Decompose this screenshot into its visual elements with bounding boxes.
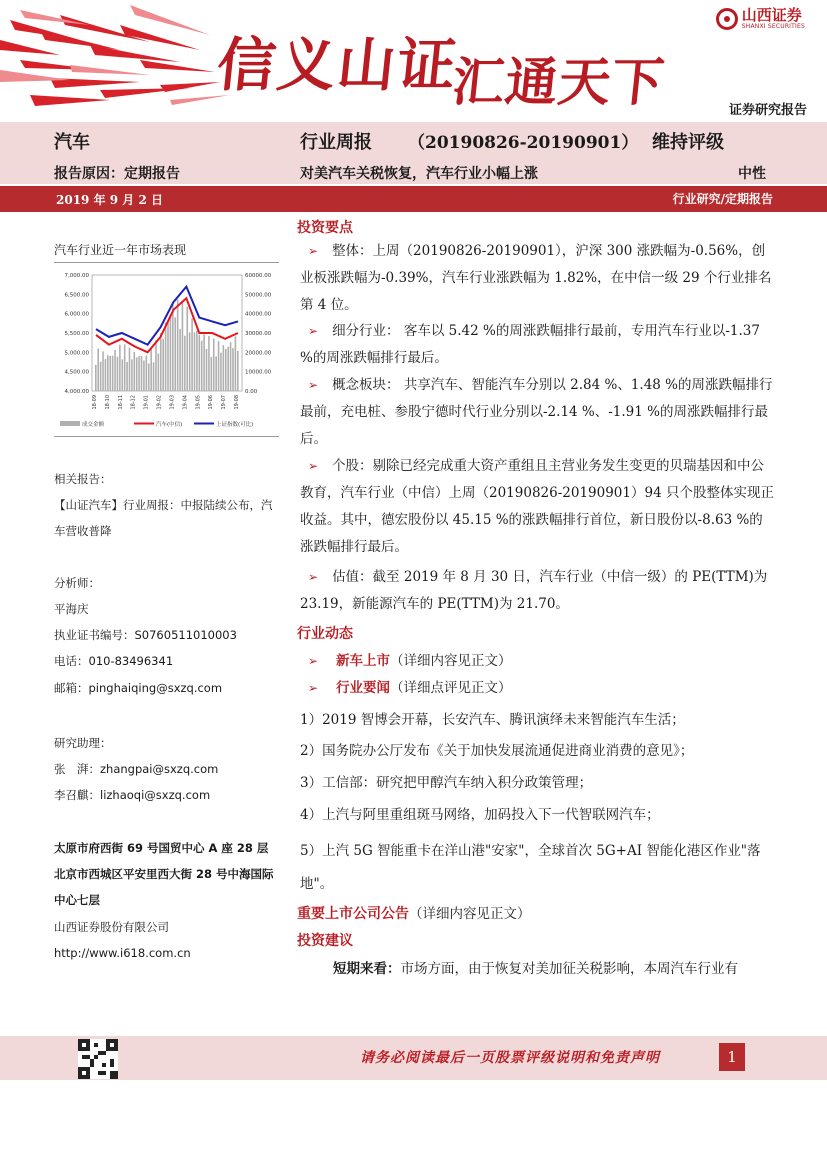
announcements-title: 重要上市公司公告: [297, 906, 409, 922]
volume-bar: [237, 351, 239, 391]
analyst-label: 分析师：: [54, 576, 100, 590]
volume-bar: [235, 336, 237, 391]
short-term-text: 市场方面，由于恢复对美加征关税影响，本周汽车行业有: [400, 961, 738, 977]
new-car-line: [300, 648, 775, 675]
volume-bar: [109, 356, 111, 391]
volume-bar: [95, 365, 97, 391]
volume-bar: [134, 352, 136, 391]
volume-bar: [194, 332, 196, 391]
bullet-sub-industry: [300, 318, 775, 372]
auto-index-line: [96, 298, 238, 352]
volume-bar: [153, 362, 155, 391]
news-line: [300, 675, 775, 702]
qr-code-icon: [78, 1039, 118, 1079]
volume-bar: [124, 344, 126, 391]
x-tick-label: 19-05: [195, 395, 202, 410]
left-tick-label: 5,500.00: [64, 331, 89, 337]
report-date: 2019 年 9 月 2 日: [56, 193, 163, 207]
x-tick-label: 18-11: [117, 395, 124, 410]
address-beijing: 北京市西城区平安里西大街 28 号中海国际中心七层: [54, 867, 274, 907]
arrow-icon: ➢: [308, 654, 319, 668]
volume-bar: [186, 307, 188, 391]
announcements-note: （详细内容见正文）: [409, 906, 531, 922]
logo-cn: 山西证券: [741, 6, 802, 24]
volume-bar: [179, 329, 181, 391]
volume-bar: [131, 359, 133, 391]
section-announcements: [297, 902, 531, 923]
x-tick-label: 19-01: [143, 395, 150, 410]
x-tick-label: 19-04: [182, 395, 189, 410]
volume-bar: [232, 348, 234, 391]
volume-bar: [230, 342, 232, 391]
news-note: （详细点评见正文）: [390, 680, 512, 696]
bullet-stocks: [300, 453, 775, 561]
volume-bar: [206, 349, 208, 391]
volume-bar: [201, 341, 203, 391]
volume-bar: [208, 336, 210, 391]
volume-bar: [174, 317, 176, 391]
volume-bar: [121, 359, 123, 391]
right-tick-label: 0.00: [245, 389, 258, 395]
volume-bar: [196, 331, 198, 391]
volume-bar: [172, 302, 174, 391]
right-tick-label: 60000.00: [245, 273, 272, 279]
volume-bar: [148, 363, 150, 391]
x-tick-label: 19-08: [234, 395, 240, 410]
volume-bar: [150, 349, 152, 391]
short-term-label: 短期来看：: [333, 961, 401, 977]
volume-bar: [211, 357, 213, 391]
volume-bar: [114, 350, 116, 391]
volume-bar: [162, 339, 164, 391]
volume-bar: [112, 356, 114, 391]
volume-bar: [218, 341, 220, 391]
bullet-text: 整体：上周（20190826-20190901），沪深 300 涨跌幅为-0.56%，创业板涨跌幅为-0.39%，汽车行业涨跌幅为 1.82%，在中信一级 29 个行业排名第 4 位。: [300, 243, 772, 313]
volume-bar: [97, 349, 99, 391]
slogan-part1: 信义山证: [213, 31, 462, 99]
report-category: 行业研究/定期报告: [672, 192, 773, 206]
legend-label: 汽车(中信): [156, 422, 183, 428]
volume-bar: [215, 356, 217, 391]
left-tick-label: 4,000.00: [64, 389, 89, 395]
volume-bar: [225, 349, 227, 391]
left-tick-label: 4,500.00: [64, 369, 89, 376]
banner: [0, 0, 827, 120]
market-chart: [54, 262, 279, 437]
arrow-icon: ➢: [308, 378, 319, 392]
volume-bar: [220, 353, 222, 391]
volume-bar: [119, 345, 121, 391]
doc-type: 证券研究报告: [728, 103, 807, 118]
volume-bar: [182, 301, 184, 391]
volume-bar: [165, 323, 167, 391]
news-item-3: 3）工信部：研究把甲醇汽车纳入积分政策管理；: [300, 775, 593, 791]
company-logo: [716, 8, 805, 30]
arrow-icon: ➢: [308, 244, 319, 258]
x-tick-label: 19-03: [169, 395, 176, 410]
x-tick-label: 18-12: [130, 395, 137, 410]
arrow-icon: ➢: [308, 681, 319, 695]
arrow-icon: ➢: [308, 570, 319, 584]
volume-bar: [126, 362, 128, 391]
section-industry-news: 行业动态: [297, 626, 353, 642]
industry-label: 汽车: [54, 132, 90, 153]
analyst-phone: 电话：010-83496341: [54, 654, 174, 668]
right-tick-label: 50000.00: [245, 292, 272, 299]
rating-label: 维持评级: [652, 132, 724, 153]
slogan-part2: 汇通天下: [449, 53, 668, 113]
assistant-label: 研究助理：: [54, 736, 112, 750]
report-type: 行业周报: [300, 132, 372, 153]
volume-bar: [160, 333, 162, 391]
volume-bar: [146, 356, 148, 391]
volume-bar: [189, 332, 191, 391]
volume-bar: [143, 361, 145, 391]
x-tick-label: 19-02: [156, 395, 163, 410]
x-tick-label: 19-06: [208, 395, 215, 410]
volume-bar: [138, 356, 140, 391]
company-name: 山西证券股份有限公司: [54, 920, 169, 934]
assistant-2[interactable]: 李召麒：lizhaoqi@sxzq.com: [54, 788, 211, 802]
volume-bar: [177, 300, 179, 391]
related-report-link[interactable]: 【山证汽车】行业周报：中报陆续公布，汽车营收普降: [54, 498, 273, 538]
bullet-text: 细分行业： 客车以 5.42 %的周涨跌幅排行最前，专用汽车行业以-1.37 %的周涨跌幅排行最后。: [300, 323, 760, 366]
x-tick-label: 18-10: [104, 395, 111, 410]
logo-icon: [716, 8, 738, 30]
volume-bar: [107, 355, 109, 391]
page-number: 1: [719, 1043, 745, 1071]
left-tick-label: 6,000.00: [64, 311, 89, 318]
report-reason: 报告原因：定期报告: [54, 166, 180, 182]
bullet-text: 个股：剔除已经完成重大资产重组且主营业务发生变更的贝瑞基因和中公教育，汽车行业（中信）上周（20190826-20190901）94 只个股整体实现正收益。其中，德宏股份以 45.15 %的涨跌幅排行首位，新日股份以-8.63 %的涨跌幅排行最后。: [300, 458, 774, 555]
market-chart-svg: [54, 263, 279, 438]
address-taiyuan: 太原市府西街 69 号国贸中心 A 座 28 层: [54, 841, 269, 855]
volume-bar: [102, 351, 104, 391]
rating-value: 中性: [738, 166, 766, 182]
report-headline: 对美汽车关税恢复，汽车行业小幅上涨: [300, 166, 538, 182]
analyst-cert: 执业证书编号：S0760511010003: [54, 628, 237, 642]
section-investment-points: 投资要点: [297, 220, 353, 236]
analyst-email[interactable]: 邮箱：pinghaiqing@sxzq.com: [54, 681, 223, 695]
volume-bar: [198, 335, 200, 391]
bullet-overall: [300, 238, 775, 319]
right-tick-label: 30000.00: [245, 331, 272, 337]
volume-bar: [129, 348, 131, 391]
new-car-note: （详细内容见正文）: [390, 653, 512, 669]
left-tick-label: 5,000.00: [64, 350, 89, 357]
x-tick-label: 18-09: [92, 395, 98, 410]
legend-label: 上证指数(可比): [216, 422, 254, 428]
volume-bar: [155, 340, 157, 391]
volume-bar: [191, 318, 193, 391]
short-term-advice: [300, 956, 775, 983]
related-label: 相关报告：: [54, 472, 112, 486]
bullet-text: 概念板块： 共享汽车、智能汽车分别以 2.84 %、1.48 %的周涨跌幅排行最前，充电桩、参股宁德时代行业分别以-2.14 %、-1.91 %的周涨跌幅排行最后。: [300, 377, 773, 447]
news-item-1: 1）2019 智博会开幕，长安汽车、腾讯演绎未来智能汽车生活；: [300, 712, 685, 728]
section-investment-advice: 投资建议: [297, 933, 353, 949]
legend-label: 成交金额: [82, 422, 105, 428]
bullet-valuation: [300, 564, 775, 618]
news-item-4: 4）上汽与阿里重组斑马网络，加码投入下一代智联网汽车；: [300, 807, 660, 823]
bullet-concept: [300, 372, 775, 453]
volume-bar: [170, 315, 172, 391]
left-tick-label: 7,000.00: [64, 273, 89, 279]
left-tick-label: 6,500.00: [64, 292, 89, 299]
assistant-1[interactable]: 张 湃：zhangpai@sxzq.com: [54, 762, 219, 776]
bullet-text: 估值：截至 2019 年 8 月 30 日，汽车行业（中信一级）的 PE(TTM)为 23.19，新能源汽车的 PE(TTM)为 21.70。: [300, 569, 768, 612]
news-item-5: 5）上汽 5G 智能重卡在洋山港"安家"，全球首次 5G+AI 智能化港区作业"落地"。: [300, 843, 761, 892]
right-tick-label: 20000.00: [245, 350, 272, 357]
logo-en: SHANXI SECURITIES: [741, 23, 805, 30]
arrow-icon: ➢: [308, 459, 319, 473]
news-item-2: 2）国务院办公厅发布《关于加快发展流通促进商业消费的意见》；: [300, 743, 694, 759]
volume-bar: [136, 357, 138, 391]
volume-bar: [184, 336, 186, 391]
volume-bar: [100, 362, 102, 391]
volume-bar: [227, 347, 229, 391]
right-tick-label: 40000.00: [245, 311, 272, 318]
volume-bar: [117, 357, 119, 391]
right-tick-label: 10000.00: [245, 369, 272, 376]
analyst-name: 平海庆: [54, 602, 89, 616]
volume-bar: [223, 345, 225, 391]
volume-bar: [105, 359, 107, 391]
news-label: 行业要闻: [336, 680, 391, 696]
disclaimer-text: 请务必阅读最后一页股票评级说明和免责声明: [360, 1050, 660, 1066]
legend-swatch: [60, 421, 80, 426]
volume-bar: [141, 356, 143, 391]
volume-bar: [158, 353, 160, 391]
report-period: （20190826-20190901）: [408, 133, 639, 153]
chart-title: 汽车行业近一年市场表现: [54, 243, 187, 257]
company-website[interactable]: http://www.i618.com.cn: [54, 946, 191, 960]
volume-bar: [167, 321, 169, 391]
volume-bar: [213, 339, 215, 391]
x-tick-label: 19-07: [221, 395, 228, 410]
new-car-label: 新车上市: [336, 653, 391, 669]
arrow-icon: ➢: [308, 324, 319, 338]
volume-bar: [203, 334, 205, 391]
